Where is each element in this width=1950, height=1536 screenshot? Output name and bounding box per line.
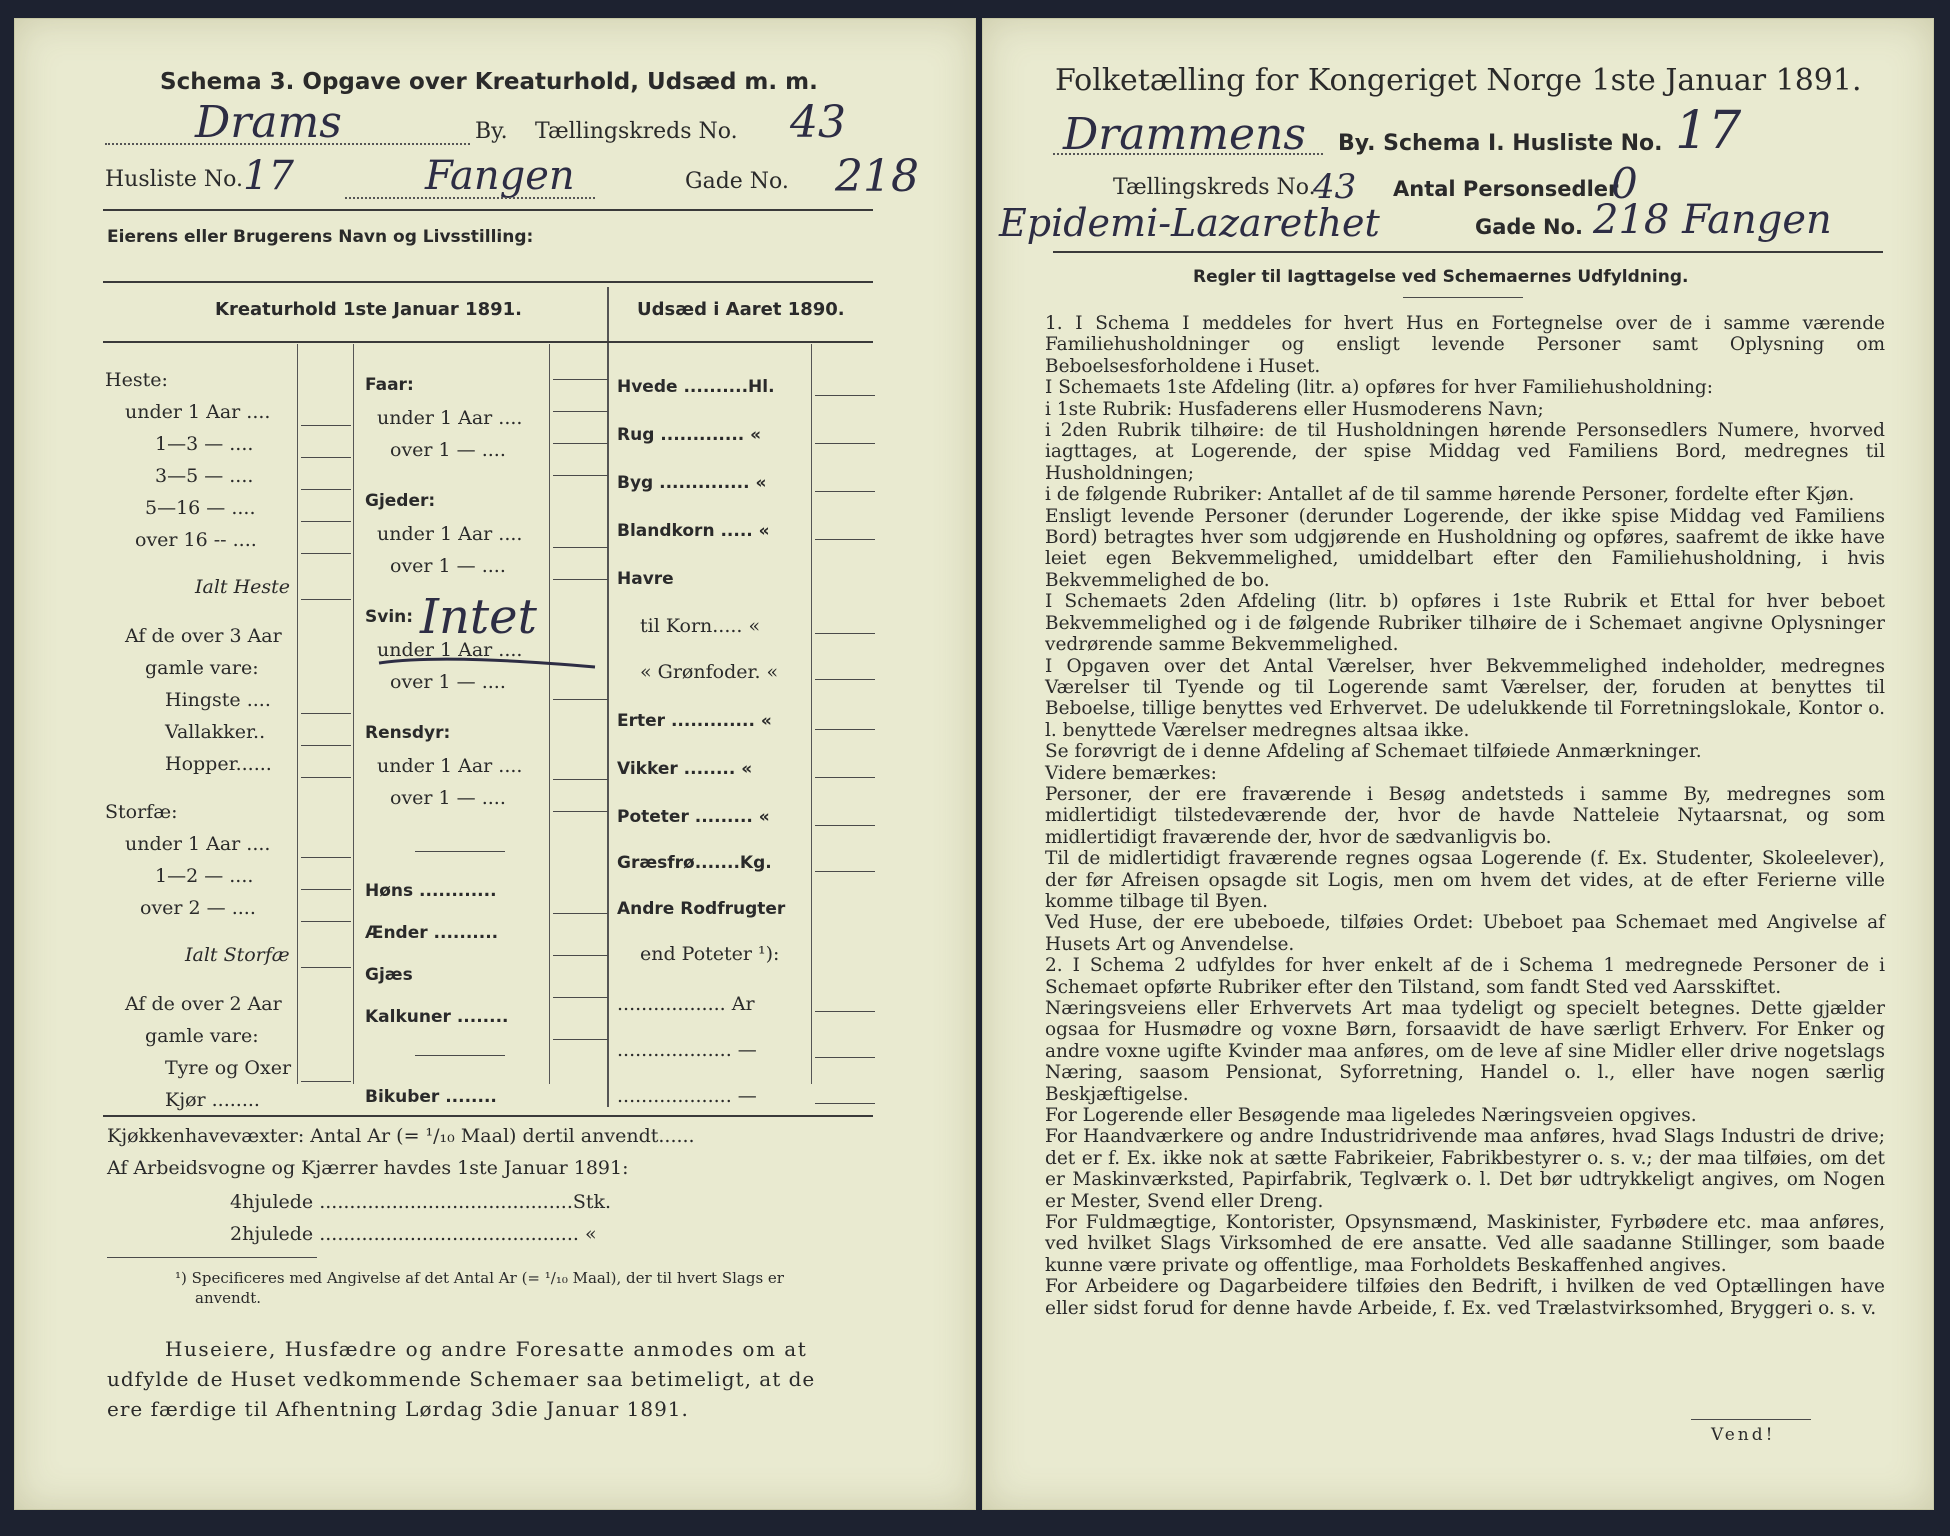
col3-box-left	[811, 344, 812, 1084]
col1-row: 1—3 — ....	[155, 433, 254, 455]
arbeidsvogne-line: Af Arbeidsvogne og Kjærrer havdes 1ste Januar 1891:	[107, 1157, 629, 1179]
vend-rule	[1691, 1419, 1811, 1420]
col1-row: Ialt Heste	[195, 576, 291, 598]
col2-row: under 1 Aar ....	[377, 755, 523, 777]
col1-row: under 1 Aar ....	[125, 833, 271, 855]
fire-hjul-line: 4hjulede ..........................................Stk.	[230, 1191, 612, 1213]
col1-row: Storfæ:	[105, 801, 178, 823]
udsaed-header: Udsæd i Aaret 1890.	[637, 299, 845, 320]
entry-line	[553, 997, 608, 998]
entry-line	[815, 633, 875, 634]
closing-line-1: Huseiere, Husfædre og andre Foresatte anmodes om at	[165, 1337, 808, 1361]
entry-line	[553, 379, 608, 380]
footnote-line-2: anvendt.	[195, 1289, 262, 1307]
col3-row: « Grønfoder. «	[640, 661, 779, 683]
col1-box-right	[353, 344, 354, 1084]
col2-row: over 1 — ....	[390, 555, 506, 577]
entry-line	[553, 579, 608, 580]
col2-row: under 1 Aar ....	[377, 639, 523, 661]
col2-row: under 1 Aar ....	[377, 523, 523, 545]
entry-line	[301, 489, 351, 490]
entry-line	[553, 411, 608, 412]
col3-row: ................... —	[617, 1085, 757, 1107]
col3-row: end Poteter ¹):	[640, 943, 780, 965]
kreds-label: Tællingskreds No.	[1113, 175, 1316, 200]
col2-row: Gjæs	[365, 965, 413, 985]
col2-row: under 1 Aar ....	[377, 407, 523, 429]
col3-row: Byg .............. «	[617, 473, 767, 493]
col2-row: over 1 — ....	[390, 671, 506, 693]
to-hjul-line: 2hjulede ........................................... «	[230, 1223, 597, 1245]
entry-line	[553, 955, 608, 956]
kjokken-line: Kjøkkenhavevæxter: Antal Ar (= ¹/₁₀ Maal) dertil anvendt......	[107, 1125, 695, 1147]
col3-row: Erter ............. «	[617, 711, 772, 731]
col2-row: over 1 — ....	[390, 787, 506, 809]
col1-row: Hingste ....	[165, 689, 271, 711]
col2-box-left	[549, 344, 550, 1084]
col3-row: .................. Ar	[617, 993, 755, 1015]
table-header-rule	[103, 341, 873, 343]
col1-row: Vallakker..	[165, 721, 266, 743]
col2-row: over 1 — ....	[390, 439, 506, 461]
entry-line	[301, 713, 351, 714]
rules-title: Regler til Iagttagelse ved Schemaernes Udfyldning.	[1193, 267, 1689, 287]
census-title: Folketælling for Kongeriget Norge 1ste Januar 1891.	[1055, 63, 1862, 98]
col1-row: gamle vare:	[145, 657, 259, 679]
col3-row: Blandkorn ..... «	[617, 521, 770, 541]
entry-line	[301, 425, 351, 426]
entry-line	[553, 811, 608, 812]
col2-row: Svin:	[365, 607, 414, 627]
col1-row: under 1 Aar ....	[125, 401, 271, 423]
by-line	[1053, 153, 1323, 155]
entry-line	[301, 921, 351, 922]
col1-row: Hopper......	[165, 753, 272, 775]
col2-row: Høns ............	[365, 881, 497, 901]
svin-handwritten: Intet	[420, 589, 537, 645]
title-underline	[1403, 297, 1523, 298]
entry-line	[815, 825, 875, 826]
col1-box-left	[297, 344, 298, 1084]
rules-text: 1. I Schema I meddeles for hvert Hus en Fortegnelse over de i samme værende Familiehusholdninger og ensligt levende Personer samt Oplysning om Beboelsesforholdene i Huset. I Schemaets 1ste Afdeling (litr. a) opføres for hver Familiehusholdning: i 1ste Rubrik: Husfaderens eller Husmoderens Navn; i 2den Rubrik tilhøire: de til Husholdningen hørende Personsedlers Numere, hvorved iagttages, at Logerende, der spise Middag ved Familiens Bord, medregnes til Husholdningen; i de følgende Rubriker: Antallet af de til samme hørende Personer, fordelte efter Kjøn. Ensligt levende Personer (derunder Logerende, der ikke spise Middag ved Familiens Bord) betragtes hver som udgjørende en Husholdning og opføres, saafremt de ikke have leiet egen Bekvemmelighed, umiddelbart efter den Familiehusholdning, i hvis Bekvemmelighed de bo. I Schemaets 2den Afdeling (litr. b) opføres i 1ste Rubrik et Ettal for hver beboet Bekvemmelighed og i de følgende Rubriker tilhøire de i Schemaet angivne Oplysninger vedrørende samme Bekvemmelighed. I Opgaven over det Antal Værelser, hver Bekvemmelighed indeholder, medregnes Værelser til Tyende og til Logerende samt Værelser, der, foruden at benyttes til Beboelse, tillige benyttes ved Erhvervet. De udelukkende til Forretningslokale, Kontor o. l. benyttede Værelser medregnes altsaa ikke. Se forøvrigt de i denne Afdeling af Schemaet tilføiede Anmærkninger. Videre bemærkes: Personer, der ere fraværende i Besøg andetsteds i samme By, medregnes som midlertidigt tilstedeværende der, hvor de havde Natteleie Nytaarsnat, og som midlertidigt fraværende der, hvor de sædvanligvis bo. Til de midlertidigt fraværende regnes ogsaa Logerende (f. Ex. Studenter, Skoleelever), der før Afreisen opsagde sit Logis, men om hvem det vides, at de efter Ferierne ville komme tilbage til Byen. Ved Huse, der ere ubeboede, tilføies Ordet: Ubeboet paa Schemaet med Angivelse af Husets Art og Anvendelse. 2. I Schema 2 udfyldes for hver enkelt af de i Schema 1 medregnede Personer de i Schemaet opførte Rubriker efter den Tilstand, som fandt Sted ved Aarsskiftet. Næringsveiens eller Erhvervets Art maa tydeligt og specielt betegnes. Dette gjælder ogsaa for Husmødre og voxne Børn, forsaavidt de have særligt Erhverv. For Enker og andre voxne ugifte Kvinder maa anføres, om de leve af sine Midler eller drive nogetslags Næring, saasom Pensionat, Syforretning, Handel o. l., eller have nogen særlig Beskjæftigelse. For Logerende eller Besøgende maa ligeledes Næringsveien opgives. For Haandværkere og andre Industridrivende maa anføres, hvad Slags Industri de drive; det er f. Ex. ikke nok at sætte Fabrikeier, Fabrikbestyrer o. s. v.; der maa tilføies, om det er Maskinværksted, Papirfabrik, Teglværk o. l. Det bør udtrykkeligt angives, om Nogen er Mester, Svend eller Dreng. For Fuldmægtige, Kontorister, Opsynsmænd, Maskinister, Fyrbødere etc. maa anføres, ved hvilket Slags Virksomhed de ere ansatte. Ved alle saadanne Stillinger, som baade kunne være private og offentlige, maa Forholdets Beskaffenhed angives. For Arbeidere og Dagarbeidere tilføies den Bedrift, i hvilken de ved Optællingen have eller sidst forud for denne havde Arbeide, f. Ex. ved Trælastvirksomhed, Bryggeri o. s. v.	[1045, 313, 1885, 1319]
col1-row: 1—2 — ....	[155, 865, 254, 887]
col3-row: ................... —	[617, 1039, 757, 1061]
schema3-title: Schema 3. Opgave over Kreaturhold, Udsæd m. m.	[160, 69, 818, 95]
col2-row: Kalkuner ........	[365, 1007, 509, 1027]
entry-line	[815, 729, 875, 730]
col3-row: Hvede ..........Hl.	[617, 377, 775, 397]
entry-line	[301, 967, 351, 968]
col3-row: Andre Rodfrugter	[617, 899, 786, 919]
entry-line	[815, 1057, 875, 1058]
kreds-handwritten: 43	[1313, 167, 1357, 207]
col3-row: Rug ............. «	[617, 425, 762, 445]
entry-line	[301, 777, 351, 778]
by-handwritten: Drammens	[1063, 109, 1306, 160]
divider-main	[607, 287, 609, 1107]
col1-row: gamle vare:	[145, 1025, 259, 1047]
kreds-label: Tællingskreds No.	[535, 119, 738, 144]
col3-row: Græsfrø.......Kg.	[617, 853, 772, 873]
separator	[415, 1055, 505, 1056]
col2-row: Gjeder:	[365, 491, 436, 511]
kreds-handwritten: 43	[790, 97, 846, 148]
vend-label: Vend!	[1711, 1425, 1776, 1445]
entry-line	[815, 491, 875, 492]
entry-line	[301, 457, 351, 458]
col2-row: Bikuber ........	[365, 1087, 497, 1107]
entry-line	[301, 553, 351, 554]
entry-line	[815, 679, 875, 680]
entry-line	[553, 779, 608, 780]
gade-handwritten: 218	[835, 151, 919, 202]
by-line	[105, 143, 470, 145]
gade-handwritten: 218 Fangen	[1593, 197, 1832, 243]
entry-line	[553, 443, 608, 444]
col1-row: Tyre og Oxer	[165, 1057, 292, 1079]
footnote-line-1: ¹) Specificeres med Angivelse af det Antal Ar (= ¹/₁₀ Maal), der til hvert Slags er	[175, 1269, 784, 1287]
entry-line	[301, 745, 351, 746]
entry-line	[301, 1081, 351, 1082]
entry-line	[553, 475, 608, 476]
entry-line	[301, 857, 351, 858]
entry-line	[553, 547, 608, 548]
antal-label: Antal Personsedler	[1393, 177, 1619, 201]
entry-line	[815, 539, 875, 540]
col2-row: Rensdyr:	[365, 723, 451, 743]
by-handwritten: Drams	[195, 97, 342, 148]
separator	[415, 851, 505, 852]
table-bottom-rule	[103, 1115, 873, 1117]
entry-line	[815, 1103, 875, 1104]
col3-row: Poteter ......... «	[617, 807, 770, 827]
col2-row: Ænder ..........	[365, 923, 499, 943]
col1-row: 5—16 — ....	[145, 497, 256, 519]
entry-line	[553, 913, 608, 914]
col1-row: over 2 — ....	[140, 897, 256, 919]
by-label: By.	[475, 119, 508, 144]
entry-line	[301, 521, 351, 522]
closing-line-3: ere færdige til Afhentning Lørdag 3die Januar 1891.	[107, 1397, 689, 1421]
col1-row: Af de over 3 Aar	[125, 625, 282, 647]
col1-row: over 16 -- ....	[135, 529, 257, 551]
header-rule	[103, 209, 873, 211]
owner-label: Eierens eller Brugerens Navn og Livsstilling:	[107, 227, 534, 247]
kreatur-header: Kreaturhold 1ste Januar 1891.	[215, 299, 522, 320]
entry-line	[815, 871, 875, 872]
closing-line-2: udfylde de Huset vedkommende Schemaer saa betimeligt, at de	[107, 1367, 816, 1391]
husliste-label: Husliste No.	[105, 167, 243, 192]
col3-row: Havre	[617, 569, 674, 589]
place-handwritten: Epidemi-Lazarethet	[999, 201, 1380, 245]
left-page	[14, 18, 976, 1510]
entry-line	[815, 395, 875, 396]
by-schema-label: By. Schema I. Husliste No.	[1338, 131, 1663, 156]
entry-line	[815, 1011, 875, 1012]
husliste-handwritten: 17	[243, 153, 294, 199]
street-handwritten: Fangen	[425, 153, 575, 199]
entry-line	[553, 1039, 608, 1040]
entry-line	[301, 889, 351, 890]
entry-line	[815, 777, 875, 778]
col1-row: Ialt Storfæ	[185, 944, 290, 966]
husliste-handwritten: 17	[1675, 101, 1742, 161]
entry-line	[553, 699, 608, 700]
right-page	[982, 18, 1934, 1510]
col1-row: Af de over 2 Aar	[125, 993, 282, 1015]
entry-line	[301, 599, 351, 600]
gade-label: Gade No.	[1475, 215, 1583, 239]
col3-row: til Korn..... «	[640, 615, 761, 637]
col1-row: Kjør ........	[165, 1089, 260, 1111]
street-line	[345, 197, 595, 199]
table-top-rule	[103, 281, 873, 283]
svin-strike	[375, 639, 605, 679]
gade-label: Gade No.	[685, 169, 789, 194]
col3-row: Vikker ........ «	[617, 759, 753, 779]
col1-row: Heste:	[105, 369, 168, 391]
antal-handwritten: 0	[1611, 159, 1638, 208]
col1-row: 3—5 — ....	[155, 465, 254, 487]
entry-line	[815, 443, 875, 444]
header-rule	[1053, 251, 1883, 253]
footnote-rule	[107, 1257, 317, 1258]
col2-row: Faar:	[365, 375, 414, 395]
